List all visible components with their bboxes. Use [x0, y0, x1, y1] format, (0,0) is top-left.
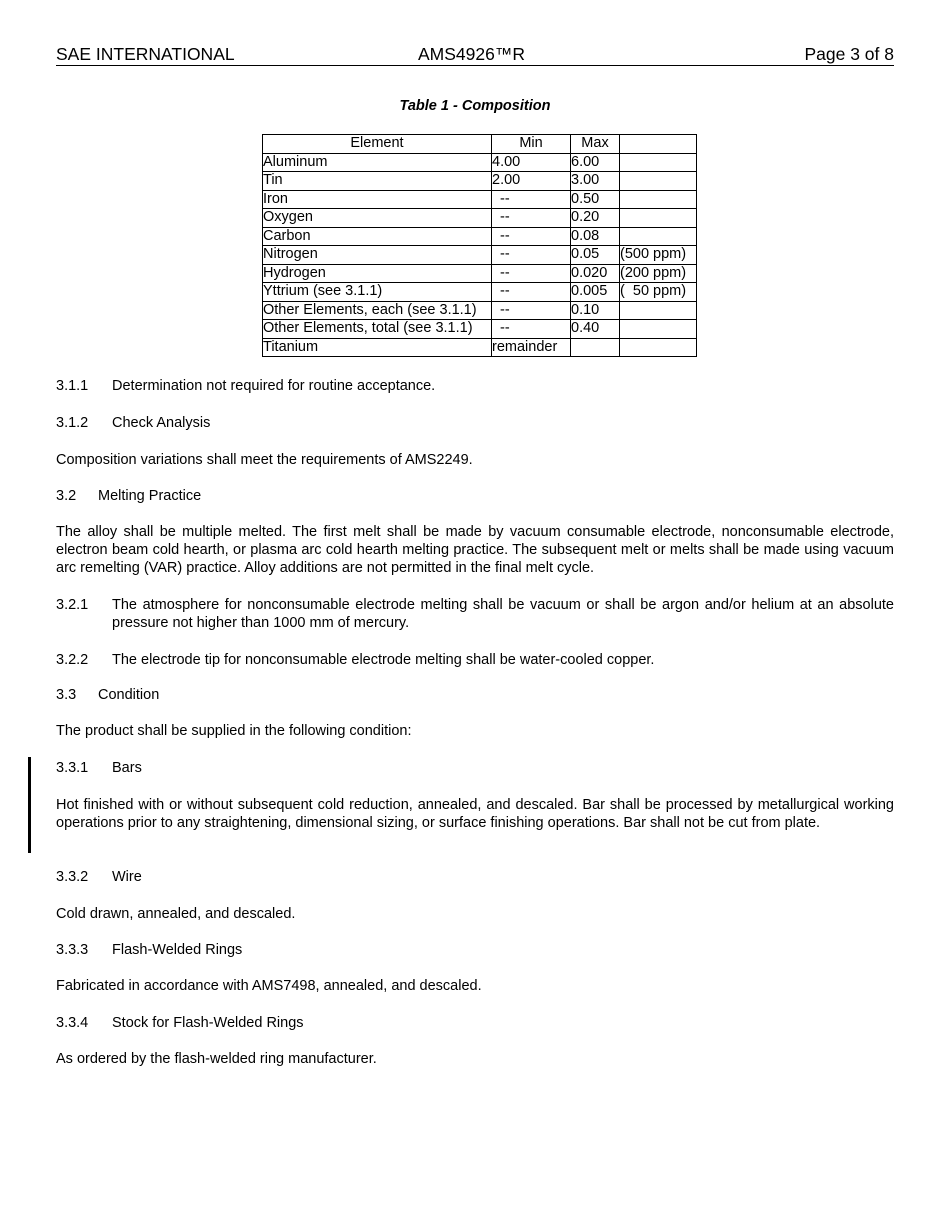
section-3-2-heading: [56, 487, 894, 505]
section-title: Bars: [112, 760, 142, 776]
table-row: [263, 172, 697, 191]
cell-max: 0.020: [571, 264, 620, 283]
cell-ppm: [620, 301, 697, 320]
section-number: 3.1.2: [56, 415, 89, 431]
section-3-3-2-heading: [56, 868, 894, 886]
cell-ppm: [620, 338, 697, 357]
section-number: 3.3.2: [56, 869, 89, 885]
cell-max: 0.10: [571, 301, 620, 320]
cell-element: Other Elements, each (see 3.1.1): [263, 301, 492, 320]
cell-max: 6.00: [571, 153, 620, 172]
cell-min: --: [492, 283, 571, 302]
section-title: Stock for Flash-Welded Rings: [112, 1015, 304, 1031]
table-row: [263, 190, 697, 209]
section-3-3-3-heading: [56, 941, 894, 959]
section-3-3-1-heading: [56, 759, 894, 777]
cell-min: --: [492, 320, 571, 339]
cell-ppm: [620, 320, 697, 339]
cell-max: 0.08: [571, 227, 620, 246]
cell-min: --: [492, 301, 571, 320]
cell-element: Hydrogen: [263, 264, 492, 283]
column-header-min: Min: [492, 135, 571, 154]
cell-element: Nitrogen: [263, 246, 492, 265]
cell-min: --: [492, 190, 571, 209]
cell-max: 0.05: [571, 246, 620, 265]
section-number: 3.1.1: [56, 378, 89, 394]
section-3-1-2-body: Composition variations shall meet the requirements of AMS2249.: [56, 452, 473, 468]
cell-element: Other Elements, total (see 3.1.1): [263, 320, 492, 339]
section-title: Check Analysis: [112, 415, 211, 431]
page-header: [56, 44, 894, 66]
cell-element: Aluminum: [263, 153, 492, 172]
cell-ppm: [620, 190, 697, 209]
cell-min: --: [492, 246, 571, 265]
cell-element: Tin: [263, 172, 492, 191]
table-row: [263, 153, 697, 172]
table-row: [263, 227, 697, 246]
cell-ppm: ( 50 ppm): [620, 283, 697, 302]
section-3-3-2-body: Cold drawn, annealed, and descaled.: [56, 906, 296, 922]
section-text: The electrode tip for nonconsumable electrode melting shall be water-cooled copper.: [112, 652, 655, 668]
cell-ppm: [620, 227, 697, 246]
cell-element: Carbon: [263, 227, 492, 246]
cell-element: Yttrium (see 3.1.1): [263, 283, 492, 302]
header-doc-id: AMS4926™R: [418, 44, 525, 64]
composition-table: [262, 134, 697, 357]
cell-max: 0.005: [571, 283, 620, 302]
header-page-number: Page 3 of 8: [804, 44, 894, 64]
cell-element: Titanium: [263, 338, 492, 357]
section-3-2-body: The alloy shall be multiple melted. The first melt shall be made by vacuum consumable electrode, nonconsumable electrode, electron beam cold hearth, or plasma arc cold hearth melting practice. The subsequent melt or melts shall be made using vacuum arc remelting (VAR) practice. Alloy additions are not permitted in the final melt cycle.: [56, 524, 894, 576]
cell-ppm: [620, 209, 697, 228]
cell-ppm: (500 ppm): [620, 246, 697, 265]
cell-ppm: [620, 172, 697, 191]
section-3-3-1-body: Hot finished with or without subsequent cold reduction, annealed, and descaled. Bar shall be processed by metallurgical working operations prior to any straightening, dimensional sizing, or surface finishing operations. Bar shall not be cut from plate.: [56, 797, 894, 831]
cell-max: 0.40: [571, 320, 620, 339]
section-number: 3.3.4: [56, 1015, 89, 1031]
section-3-2-1-number: 3.2.1: [56, 597, 89, 613]
cell-max: 0.50: [571, 190, 620, 209]
cell-min: --: [492, 264, 571, 283]
cell-min: 4.00: [492, 153, 571, 172]
cell-element: Oxygen: [263, 209, 492, 228]
cell-min: 2.00: [492, 172, 571, 191]
revision-change-bar: [28, 757, 31, 853]
column-header-max: Max: [571, 135, 620, 154]
table-row: [263, 246, 697, 265]
section-title: Flash-Welded Rings: [112, 942, 243, 958]
section-number: 3.3.1: [56, 760, 89, 776]
table-row: [263, 320, 697, 339]
table-title: Table 1 - Composition: [399, 98, 551, 114]
header-org: SAE INTERNATIONAL: [56, 44, 235, 64]
table-header-row: [263, 135, 697, 154]
cell-min: --: [492, 227, 571, 246]
table-row: [263, 264, 697, 283]
cell-max: 0.20: [571, 209, 620, 228]
section-number: 3.3: [56, 687, 77, 703]
section-text: Determination not required for routine acceptance.: [112, 378, 436, 394]
table-row: [263, 209, 697, 228]
cell-min: remainder: [492, 338, 571, 357]
section-number: 3.3.3: [56, 942, 89, 958]
cell-ppm: (200 ppm): [620, 264, 697, 283]
section-3-2-1-text: The atmosphere for nonconsumable electrode melting shall be vacuum or shall be argon and/or helium at an absolute pressure not higher than 1000 mm of mercury.: [112, 597, 894, 631]
cell-min: --: [492, 209, 571, 228]
column-header-ppm: [620, 135, 697, 154]
section-title: Condition: [98, 687, 160, 703]
section-title: Melting Practice: [98, 488, 202, 504]
section-3-1-1: [56, 377, 894, 395]
section-3-3-body: The product shall be supplied in the following condition:: [56, 723, 412, 739]
cell-ppm: [620, 153, 697, 172]
section-3-3-3-body: Fabricated in accordance with AMS7498, annealed, and descaled.: [56, 978, 482, 994]
cell-max: 3.00: [571, 172, 620, 191]
cell-max: [571, 338, 620, 357]
section-title: Wire: [112, 869, 142, 885]
section-3-1-2-heading: [56, 414, 894, 432]
table-row: [263, 301, 697, 320]
table-row: [263, 283, 697, 302]
section-3-3-heading: [56, 686, 894, 704]
section-3-2-2: [56, 651, 894, 669]
section-number: 3.2: [56, 488, 77, 504]
section-3-3-4-body: As ordered by the flash-welded ring manufacturer.: [56, 1051, 377, 1067]
table-row: [263, 338, 697, 357]
section-number: 3.2.2: [56, 652, 89, 668]
section-3-3-4-heading: [56, 1014, 894, 1032]
column-header-element: Element: [263, 135, 492, 154]
cell-element: Iron: [263, 190, 492, 209]
